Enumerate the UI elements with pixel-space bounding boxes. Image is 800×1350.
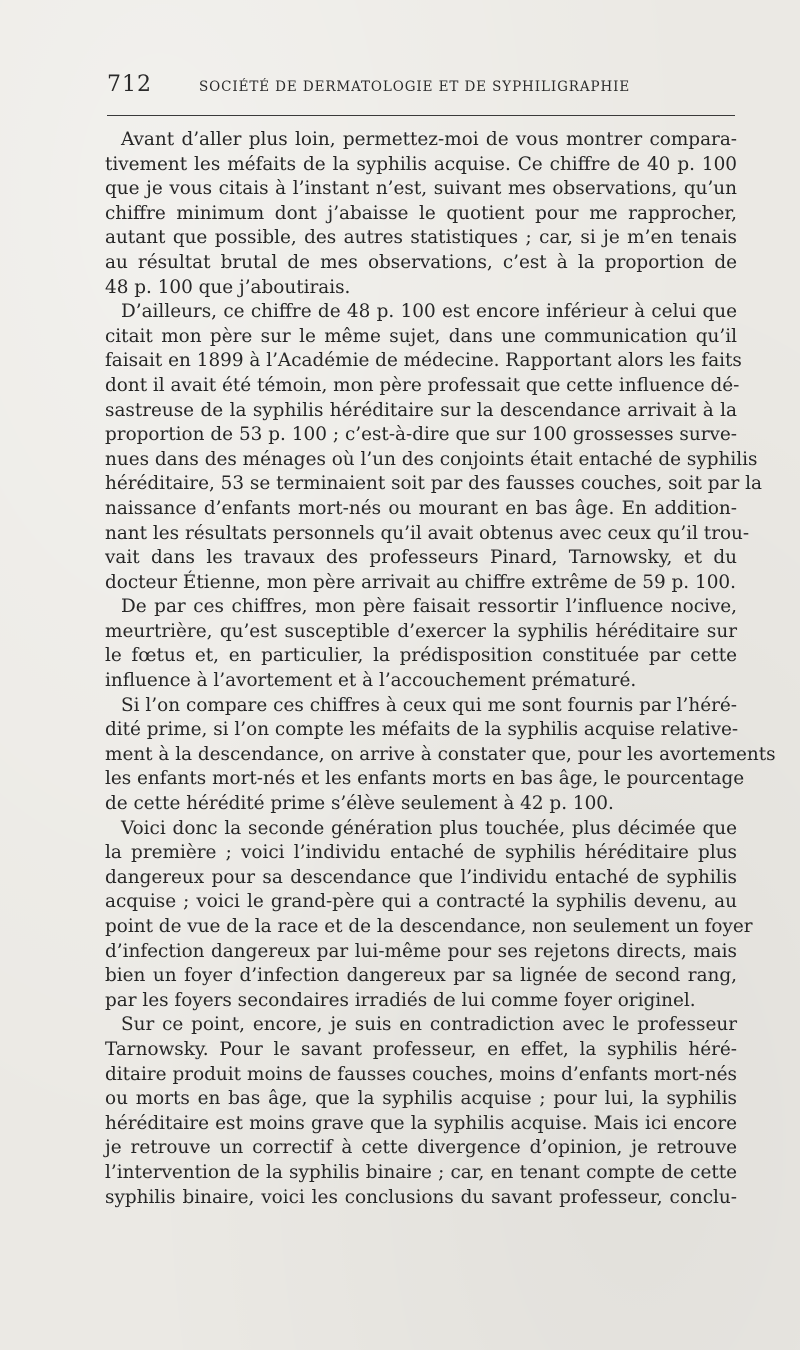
text-line: de cette hérédité prime s’élève seulement à 42 p. 100. <box>105 793 614 815</box>
text-line: d’infection dangereux par lui-même pour ses rejetons directs, mais <box>105 940 737 962</box>
text-line: nues dans des ménages où l’un des conjoints était entaché de syphilis <box>105 448 758 470</box>
text-line: influence à l’avortement et à l’accouchement prématuré. <box>105 670 637 692</box>
text-line: D’ailleurs, ce chiffre de 48 p. 100 est encore inférieur à celui que <box>121 301 737 323</box>
text-line: acquise ; voici le grand-père qui a contracté la syphilis devenu, au <box>105 891 737 913</box>
text-line: héréditaire est moins grave que la syphilis acquise. Mais ici encore <box>105 1112 737 1134</box>
text-line: ment à la descendance, on arrive à constater que, pour les avortements <box>105 743 776 765</box>
text-line: héréditaire, 53 se terminaient soit par des fausses couches, soit par la <box>105 473 762 495</box>
text-line: docteur Étienne, mon père arrivait au chiffre extrême de 59 p. 100. <box>105 571 736 593</box>
running-head <box>107 72 735 104</box>
text-line: autant que possible, des autres statistiques ; car, si je m’en tenais <box>105 227 737 249</box>
text-line: la première ; voici l’individu entaché de syphilis héréditaire plus <box>105 842 737 864</box>
text-line: chiffre minimum dont j’abaisse le quotient pour me rapprocher, <box>105 202 737 224</box>
text-line: ditaire produit moins de fausses couches, moins d’enfants mort-nés <box>105 1063 737 1085</box>
text-line: bien un foyer d’infection dangereux par sa lignée de second rang, <box>105 965 737 987</box>
header-rule <box>107 115 735 116</box>
text-line: nant les résultats personnels qu’il avait obtenus avec ceux qu’il trou- <box>105 522 750 544</box>
text-line: dont il avait été témoin, mon père professait que cette influence dé- <box>105 374 740 396</box>
journal-title: SOCIÉTÉ DE DERMATOLOGIE ET DE SYPHILIGRAPHIE <box>199 79 631 95</box>
text-line: Tarnowsky. Pour le savant professeur, en effet, la syphilis héré- <box>105 1038 737 1060</box>
text-line: ou morts en bas âge, que la syphilis acquise ; pour lui, la syphilis <box>105 1088 737 1110</box>
text-line: l’intervention de la syphilis binaire ; car, en tenant compte de cette <box>105 1161 737 1183</box>
text-line: point de vue de la race et de la descendance, non seulement un foyer <box>105 916 753 937</box>
text-line: tivement les méfaits de la syphilis acquise. Ce chiffre de 40 p. 100 <box>105 153 737 175</box>
text-line: je retrouve un correctif à cette divergence d’opinion, je retrouve <box>105 1137 737 1159</box>
text-line: Avant d’aller plus loin, permettez-moi de vous montrer compara- <box>121 129 737 150</box>
page-number: 712 <box>107 72 152 97</box>
text-line: syphilis binaire, voici les conclusions du savant professeur, conclu- <box>105 1186 737 1208</box>
text-line: 48 p. 100 que j’aboutirais. <box>105 276 351 298</box>
text-line: Si l’on compare ces chiffres à ceux qui me sont fournis par l’héré- <box>121 694 737 716</box>
text-line: naissance d’enfants mort-nés ou mourant en bas âge. En addition- <box>105 497 737 519</box>
text-line: meurtrière, qu’est susceptible d’exercer la syphilis héréditaire sur <box>105 620 737 642</box>
text-line: proportion de 53 p. 100 ; c’est-à-dire que sur 100 grossesses surve- <box>105 424 737 446</box>
text-line: faisait en 1899 à l’Académie de médecine. Rapportant alors les faits <box>105 350 742 372</box>
text-line: sastreuse de la syphilis héréditaire sur la descendance arrivait à la <box>105 399 737 421</box>
text-line: par les foyers secondaires irradiés de lui comme foyer originel. <box>105 989 696 1011</box>
text-line: vait dans les travaux des professeurs Pinard, Tarnowsky, et du <box>105 547 737 569</box>
body-text <box>105 128 776 1210</box>
text-line: les enfants mort-nés et les enfants morts en bas âge, le pourcentage <box>105 768 745 790</box>
text-line: citait mon père sur le même sujet, dans une communication qu’il <box>105 325 737 347</box>
text-line: De par ces chiffres, mon père faisait ressortir l’influence nocive, <box>121 596 737 618</box>
text-line: au résultat brutal de mes observations, c’est à la proportion de <box>105 251 737 273</box>
text-line: dité prime, si l’on compte les méfaits de la syphilis acquise relative- <box>105 719 739 741</box>
text-line: le fœtus et, en particulier, la prédisposition constituée par cette <box>105 645 737 667</box>
text-line: Sur ce point, encore, je suis en contradiction avec le professeur <box>121 1014 737 1036</box>
text-line: Voici donc la seconde génération plus touchée, plus décimée que <box>121 817 737 839</box>
text-line: que je vous citais à l’instant n’est, suivant mes observations, qu’un <box>105 178 737 200</box>
text-line: dangereux pour sa descendance que l’individu entaché de syphilis <box>105 866 737 888</box>
